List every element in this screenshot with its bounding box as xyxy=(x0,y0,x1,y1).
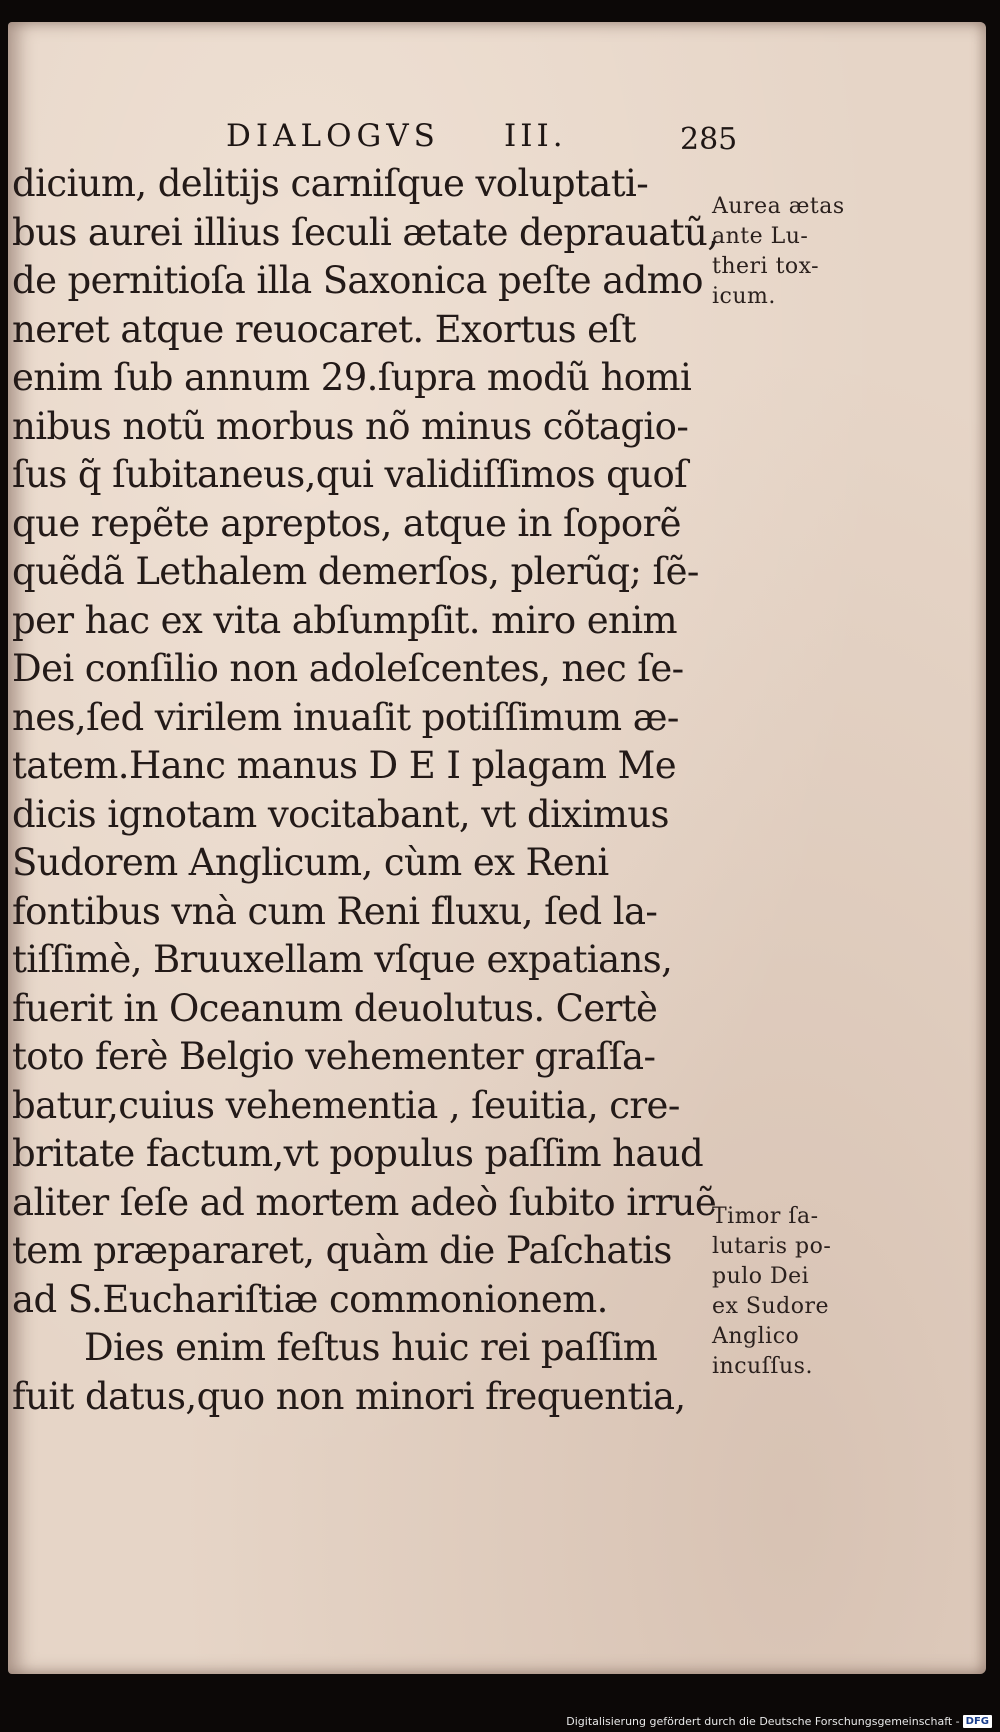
text-line: dicium, delitijs carniſque voluptati- xyxy=(12,162,649,205)
text-line: tiſſimè, Bruuxellam vſque expatians, xyxy=(12,938,673,981)
text-line: neret atque reuocaret. Exortus eſt xyxy=(12,307,636,351)
marginal-note-line: pulo Dei xyxy=(712,1264,810,1289)
text-line: fuerit in Oceanum deuolutus. Certè xyxy=(12,986,658,1030)
text-line: ad S.Euchariſtiæ commonionem. xyxy=(12,1277,608,1321)
text-line: per hac ex vita abſumpſit. miro enim xyxy=(12,598,677,642)
text-line: que repẽte apreptos, atque in ſoporẽ xyxy=(12,501,681,545)
marginal-note-line: theri tox- xyxy=(712,254,820,279)
body-text xyxy=(12,160,719,1421)
marginal-note xyxy=(712,1202,882,1382)
marginal-note-line: Anglico xyxy=(712,1324,800,1349)
page-number: 285 xyxy=(680,122,738,157)
digitization-credit xyxy=(566,1715,992,1728)
text-line: ſus q̃ ſubitaneus,qui validiſſimos quoſ xyxy=(12,453,688,496)
text-line: Dei conſilio non adoleſcentes, nec ſe- xyxy=(12,647,684,690)
header-title: DIALOGVS xyxy=(226,118,440,154)
text-line: de pernitioſa illa Saxonica peſte admo xyxy=(12,259,703,302)
text-line: fontibus vnà cum Reni fluxu, ſed la- xyxy=(12,889,658,933)
marginal-note-line: ex Sudore xyxy=(712,1294,830,1319)
marginal-note-line: icum. xyxy=(712,284,776,309)
marginal-note-line: lutaris po- xyxy=(712,1234,832,1259)
text-line: aliter ſeſe ad mortem adeò ſubito irruẽ xyxy=(12,1180,717,1224)
text-line: enim ſub annum 29.ſupra modũ homi xyxy=(12,356,692,399)
text-line: britate factum,vt populus paſſim haud xyxy=(12,1132,704,1175)
header-part: III. xyxy=(504,118,567,154)
marginal-note-line: incuſſus. xyxy=(712,1354,813,1379)
marginal-note-line: Timor ſa- xyxy=(712,1204,819,1229)
marginal-note xyxy=(712,192,882,312)
dfg-logo: DFG xyxy=(963,1715,992,1728)
text-line: nibus notũ morbus nõ minus cõtagio- xyxy=(12,404,689,448)
text-line: Dies enim feſtus huic rei paſſim xyxy=(84,1326,658,1369)
text-line: fuit datus,quo non minori frequentia, xyxy=(12,1374,686,1418)
text-line: tatem.Hanc manus D E I plagam Me xyxy=(12,744,677,787)
text-line: nes,ſed virilem inuaſit potiſſimum æ- xyxy=(12,695,679,739)
text-line: quẽdã Lethalem demerſos, plerũq; ſẽ- xyxy=(12,550,699,593)
running-header xyxy=(0,118,1000,158)
text-line: toto ferè Belgio vehementer graſſa- xyxy=(12,1035,656,1078)
text-line: bus aurei illius ſeculi ætate deprauatũ, xyxy=(12,210,719,254)
text-line: batur,cuius vehementia , ſeuitia, cre- xyxy=(12,1083,680,1127)
text-line: dicis ignotam vocitabant, vt diximus xyxy=(12,792,669,836)
text-line: Sudorem Anglicum, cùm ex Reni xyxy=(12,841,609,884)
marginal-note-line: Aurea ætas xyxy=(712,194,845,219)
credit-text: Digitalisierung gefördert durch die Deutsche Forschungsgemeinschaft - xyxy=(566,1715,960,1728)
text-line: tem præpararet, quàm die Paſchatis xyxy=(12,1229,672,1272)
marginal-note-line: ante Lu- xyxy=(712,224,809,249)
